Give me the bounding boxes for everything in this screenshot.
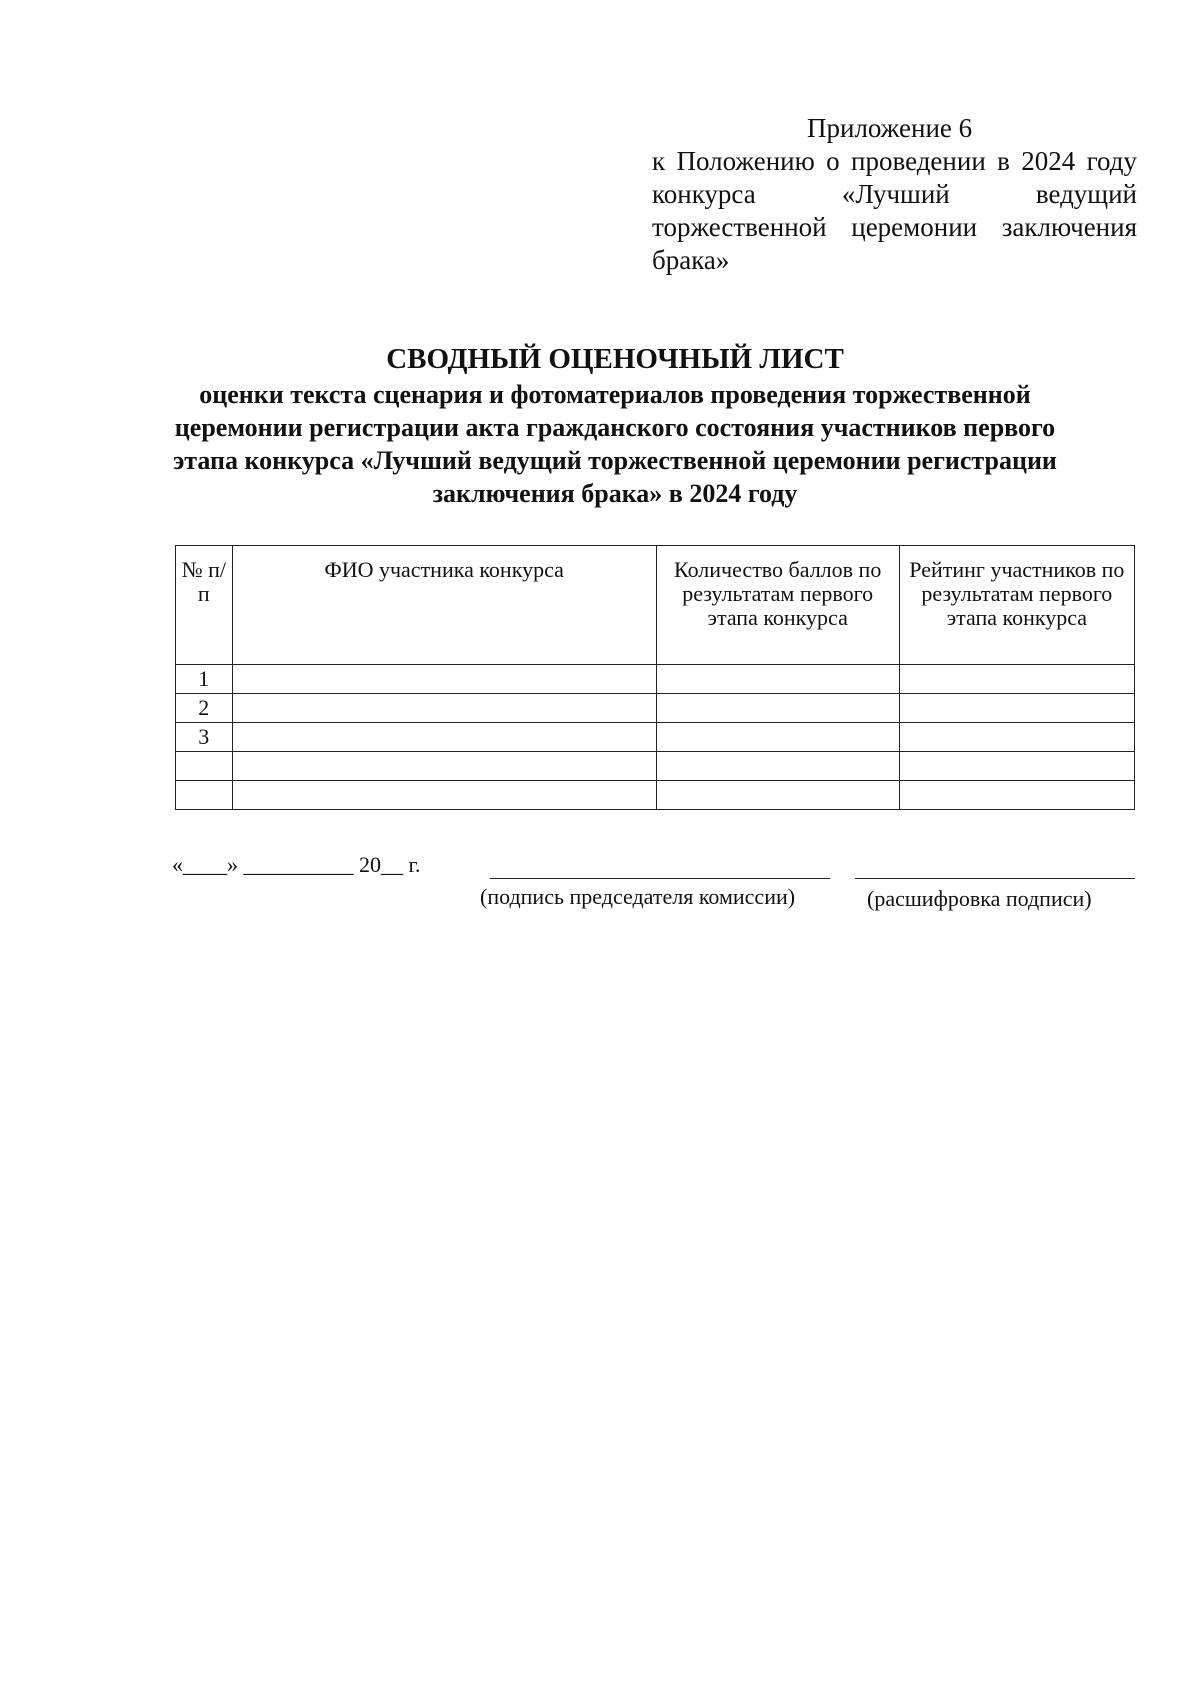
score-cell [656, 752, 899, 781]
appendix-line: конкурса «Лучший ведущий [652, 179, 1137, 209]
column-header-rating: Рейтинг участников по результатам первого этапа конкурса [899, 546, 1134, 665]
appendix-number: Приложение 6 [807, 113, 973, 143]
fio-cell [232, 752, 656, 781]
signature-block [172, 852, 1132, 912]
fio-cell [232, 781, 656, 810]
fio-cell [232, 665, 656, 694]
appendix-line: к Положению о проведении в 2024 году [652, 146, 1137, 176]
rating-cell [899, 781, 1134, 810]
column-header-fio: ФИО участника конкурса [232, 546, 656, 665]
document-subtitle: оценки текста сценария и фотоматериалов проведения торжественной церемонии регистрации акта гражданского состояния участников первого этапа конкурса «Лучший ведущий торжественной церемонии регистрации заключения брака» в 2024 году [173, 380, 1057, 508]
decoding-signature-line [855, 878, 1135, 879]
rating-cell [899, 752, 1134, 781]
table-row [176, 694, 1135, 723]
fio-cell [232, 723, 656, 752]
appendix-line: торжественной церемонии заключения [652, 212, 1137, 242]
rating-cell [899, 665, 1134, 694]
row-number-cell: 1 [176, 665, 233, 694]
rating-cell [899, 694, 1134, 723]
chairman-signature-line [490, 878, 830, 879]
table-row [176, 752, 1135, 781]
table-row [176, 665, 1135, 694]
score-table [175, 545, 1135, 810]
appendix-block [652, 112, 1137, 277]
score-cell [656, 665, 899, 694]
row-number-cell: 3 [176, 723, 233, 752]
date-line: «____» __________ 20__ г. [172, 852, 421, 877]
score-cell [656, 723, 899, 752]
row-number-cell: 2 [176, 694, 233, 723]
appendix-line: брака» [652, 245, 730, 275]
table-header-row [176, 546, 1135, 665]
document-title: СВОДНЫЙ ОЦЕНОЧНЫЙ ЛИСТ [386, 343, 844, 375]
decoding-signature-caption: (расшифровка подписи) [867, 886, 1092, 911]
rating-cell [899, 723, 1134, 752]
table-row [176, 781, 1135, 810]
column-header-score: Количество баллов по результатам первого этапа конкурса [656, 546, 899, 665]
chairman-signature-caption: (подпись председателя комиссии) [480, 884, 796, 909]
fio-cell [232, 694, 656, 723]
score-cell [656, 781, 899, 810]
row-number-cell [176, 781, 233, 810]
column-header-number: № п/п [176, 546, 233, 665]
document-heading [150, 340, 1080, 510]
score-cell [656, 694, 899, 723]
table-row [176, 723, 1135, 752]
row-number-cell [176, 752, 233, 781]
